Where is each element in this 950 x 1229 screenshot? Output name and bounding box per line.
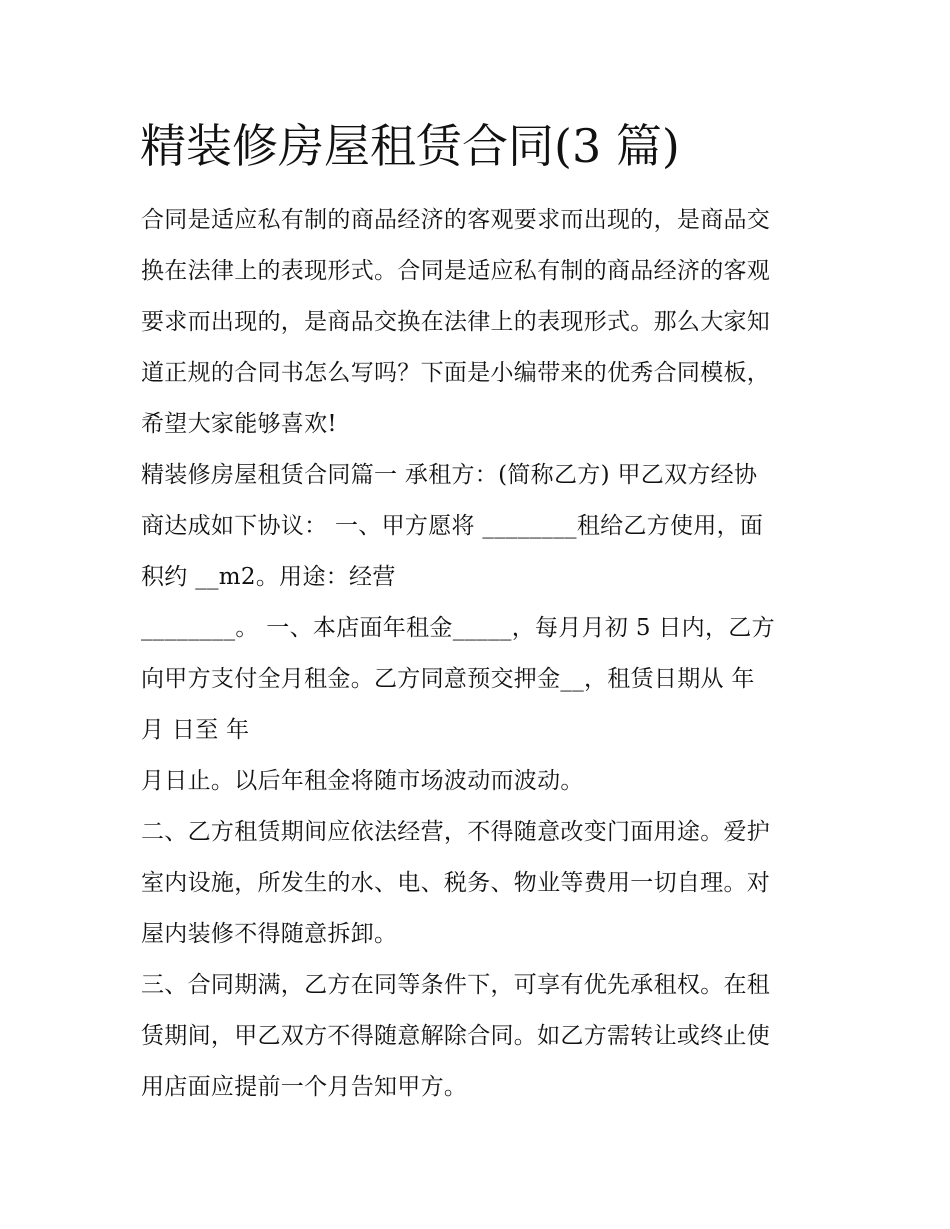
body-line-1: 合同是适应私有制的商品经济的客观要求而出现的，是商品交 (141, 207, 771, 233)
body-line-15: 屋内装修不得随意拆卸。 (141, 921, 398, 947)
body-line-13: 二、乙方租赁期间应依法经营，不得随意改变门面用途。爱护 (141, 819, 771, 845)
body-line-9: ________。 一、本店面年租金_____，每月月初 5 日内，乙方 (141, 615, 775, 641)
body-line-17: 赁期间，甲乙双方不得随意解除合同。如乙方需转让或终止使 (141, 1023, 771, 1049)
body-line-18: 用店面应提前一个月告知甲方。 (141, 1074, 468, 1100)
body-line-8: 积约 __m2。用途：经营 (141, 564, 396, 590)
body-line-4: 道正规的合同书怎么写吗？下面是小编带来的优秀合同模板， (141, 360, 771, 386)
body-line-6: 精装修房屋租赁合同篇一 承租方：(简称乙方) 甲乙双方经协 (141, 462, 758, 488)
body-line-14: 室内设施，所发生的水、电、税务、物业等费用一切自理。对 (141, 870, 771, 896)
document-title: 精装修房屋租赁合同(3 篇) (140, 119, 680, 173)
body-line-12: 月日止。以后年租金将随市场波动而波动。 (141, 768, 584, 794)
body-line-11: 月 日至 年 (141, 717, 250, 743)
body-line-5: 希望大家能够喜欢! (141, 411, 337, 437)
body-line-16: 三、合同期满，乙方在同等条件下，可享有优先承租权。在租 (141, 972, 771, 998)
body-line-10: 向甲方支付全月租金。乙方同意预交押金__，租赁日期从 年 (141, 666, 755, 692)
body-line-3: 要求而出现的，是商品交换在法律上的表现形式。那么大家知 (141, 309, 771, 335)
body-line-2: 换在法律上的表现形式。合同是适应私有制的商品经济的客观 (141, 258, 771, 284)
body-line-7: 商达成如下协议： 一、甲方愿将 ________租给乙方使用，面 (141, 513, 764, 539)
